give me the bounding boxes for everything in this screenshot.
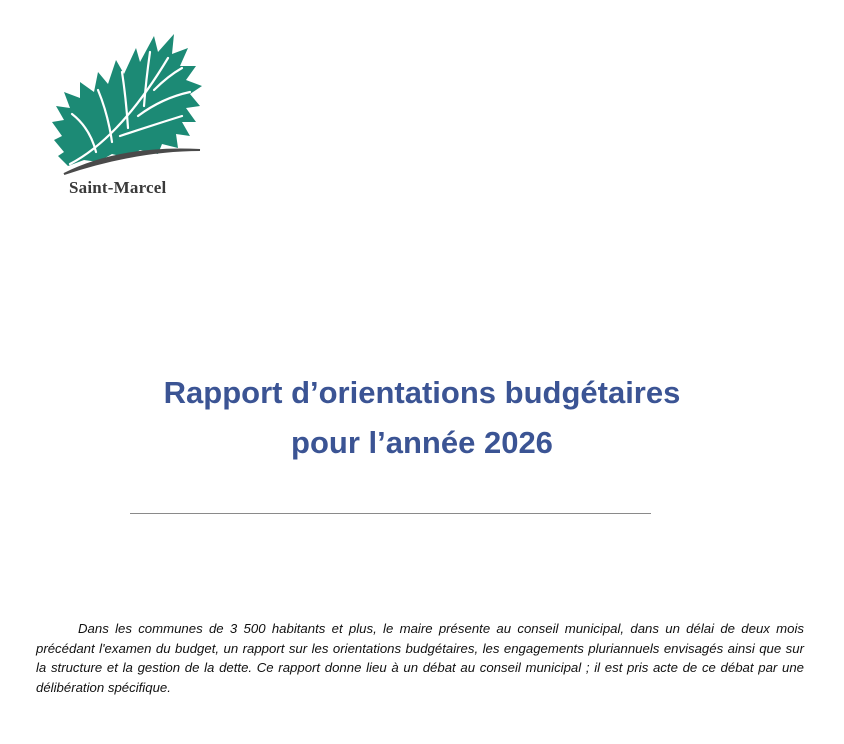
logo-name: Saint-Marcel <box>69 178 167 197</box>
municipality-logo <box>50 28 220 203</box>
leaf-shape <box>52 34 202 166</box>
leaf-logo-icon <box>50 28 220 178</box>
title-line-1: Rapport d’orientations budgétaires <box>163 375 681 410</box>
document-title <box>0 368 844 468</box>
title-line-2: pour l’année 2026 <box>291 425 553 460</box>
horizontal-divider <box>130 513 651 514</box>
intro-paragraph: Dans les communes de 3 500 habitants et plus, le maire présente au conseil municipal, dans un délai de deux mois précédant l'examen du budget, un rapport sur les orientations budgétaires, les engagements pluriannuels envisagés ainsi que sur la structure et la gestion de la dette. Ce rapport donne lieu à un débat au conseil municipal ; il est pris acte de ce débat par une délibération spécifique. <box>36 621 804 695</box>
